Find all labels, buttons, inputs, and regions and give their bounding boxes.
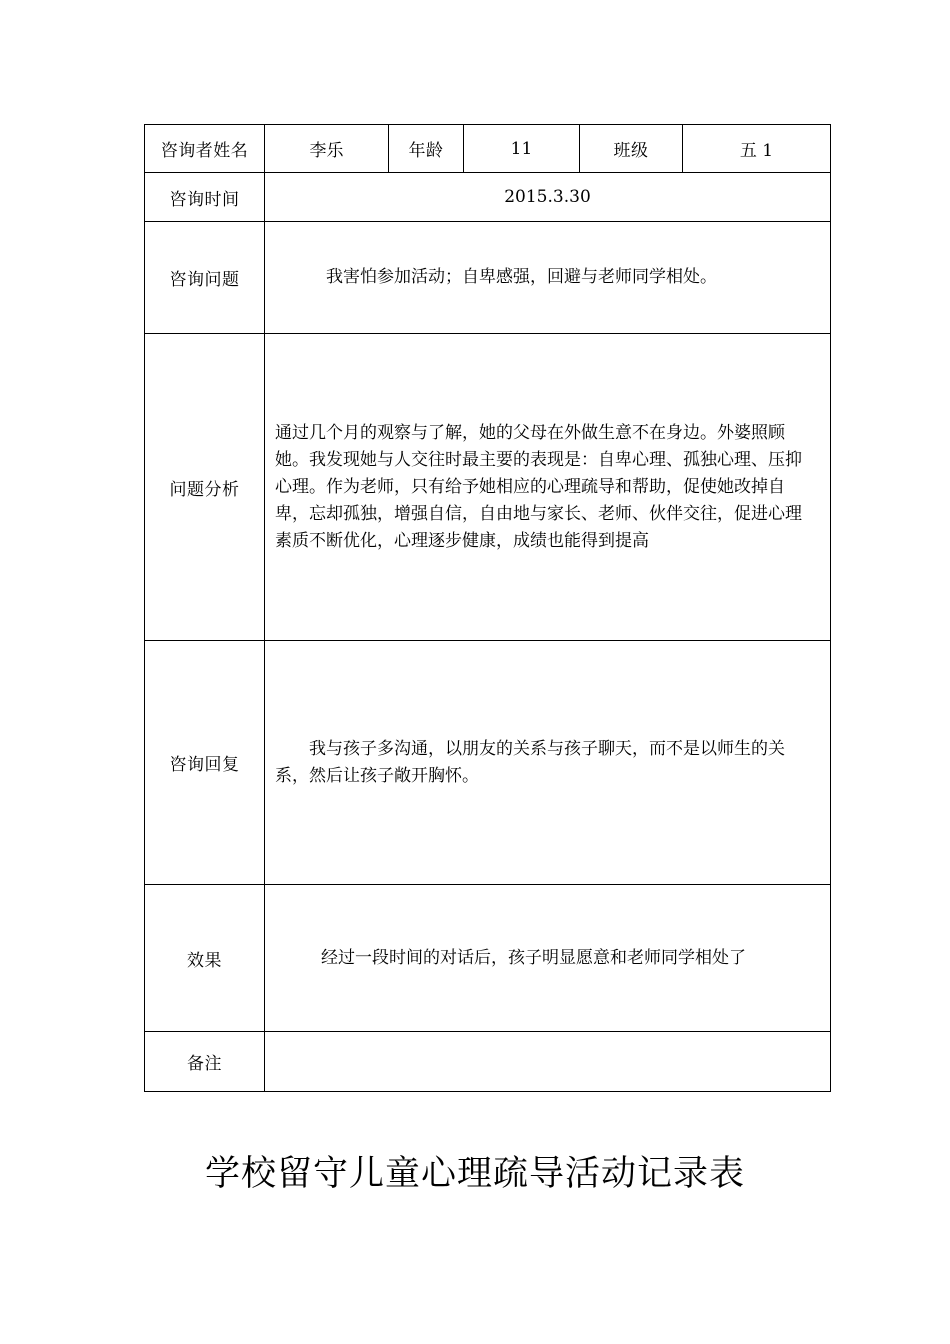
consult-time-value: 2015.3.30 <box>265 173 831 222</box>
row-basic-info <box>145 125 831 173</box>
problem-analysis-label: 问题分析 <box>145 334 265 641</box>
effect-cell <box>265 885 831 1032</box>
row-problem-analysis <box>145 334 831 641</box>
remarks-label: 备注 <box>145 1032 265 1092</box>
effect-text: 经过一段时间的对话后，孩子明显愿意和老师同学相处了 <box>321 947 746 968</box>
name-label: 咨询者姓名 <box>145 125 265 173</box>
class-value: 五 1 <box>683 125 831 173</box>
consult-reply-text: 我与孩子多沟通，以朋友的关系与孩子聊天，而不是以师生的关系，然后让孩子敞开胸怀。 <box>275 738 785 786</box>
consult-question-text: 我害怕参加活动；自卑感强，回避与老师同学相处。 <box>326 267 717 287</box>
name-value: 李乐 <box>265 125 389 173</box>
consult-reply-label: 咨询回复 <box>145 641 265 885</box>
row-effect <box>145 885 831 1032</box>
record-table <box>144 124 831 1092</box>
row-consult-question <box>145 222 831 334</box>
effect-label: 效果 <box>145 885 265 1032</box>
problem-analysis-text: 通过几个月的观察与了解，她的父母在外做生意不在身边。外婆照顾她。我发现她与人交往时最主要的表现是：自卑心理、孤独心理、压抑心理。作为老师，只有给予她相应的心理疏导和帮助，促使她改掉自卑，忘却孤独，增强自信，自由地与家长、老师、伙伴交往，促进心理素质不断优化，心理逐步健康，成绩也能得到提高 <box>275 422 802 551</box>
consult-time-label: 咨询时间 <box>145 173 265 222</box>
consult-question-label: 咨询问题 <box>145 222 265 334</box>
age-label: 年龄 <box>389 125 464 173</box>
row-remarks <box>145 1032 831 1092</box>
problem-analysis-cell <box>265 334 831 641</box>
consult-question-cell <box>265 222 831 334</box>
consult-reply-cell <box>265 641 831 885</box>
age-value: 11 <box>464 125 580 173</box>
document-title: 学校留守儿童心理疏导活动记录表 <box>204 1154 745 1194</box>
remarks-value <box>265 1032 831 1092</box>
row-consult-reply <box>145 641 831 885</box>
class-label: 班级 <box>580 125 683 173</box>
row-consult-time <box>145 173 831 222</box>
